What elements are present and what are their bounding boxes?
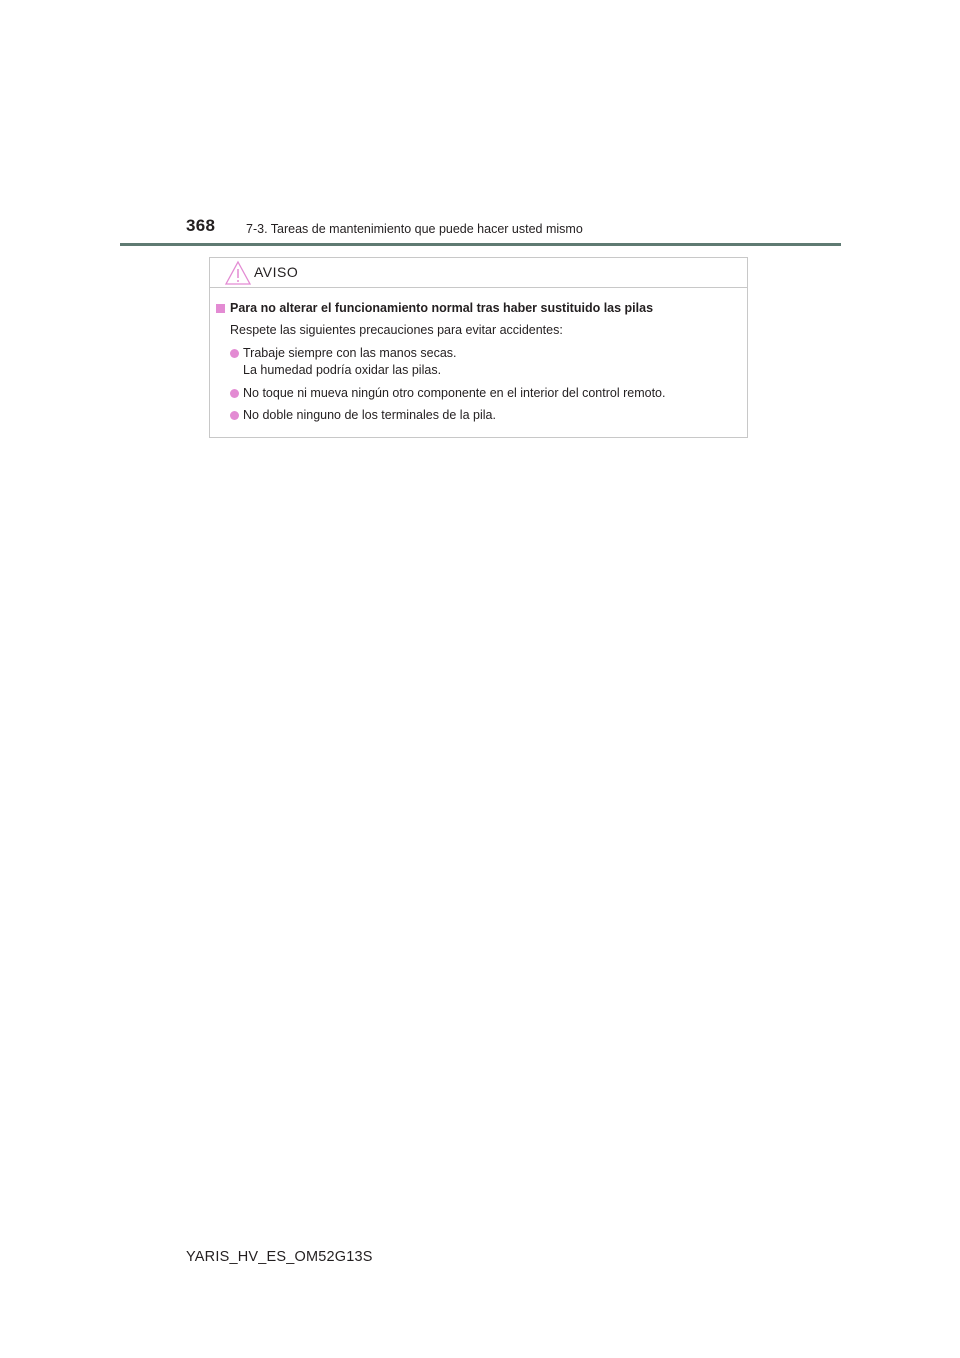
warning-label: AVISO xyxy=(254,264,299,280)
section-title: 7-3. Tareas de mantenimiento que puede hacer usted mismo xyxy=(246,222,583,236)
list-item xyxy=(230,385,665,402)
list-item xyxy=(230,345,457,379)
list-item-text: No doble ninguno de los terminales de la pila. xyxy=(243,408,496,422)
list-item xyxy=(230,407,496,424)
round-bullet-icon xyxy=(230,349,239,358)
square-bullet-icon xyxy=(216,304,225,313)
header-rule xyxy=(120,243,841,246)
round-bullet-icon xyxy=(230,411,239,420)
warning-box xyxy=(209,257,748,438)
warning-intro: Respete las siguientes precauciones para evitar accidentes: xyxy=(230,323,563,337)
list-item-text: La humedad podría oxidar las pilas. xyxy=(243,363,442,377)
warning-triangle-icon xyxy=(224,260,252,286)
round-bullet-icon xyxy=(230,389,239,398)
page-number: 368 xyxy=(186,216,216,235)
warning-heading: Para no alterar el funcionamiento normal tras haber sustituido las pilas xyxy=(230,301,654,315)
list-item-text: No toque ni mueva ningún otro componente en el interior del control remoto. xyxy=(243,386,666,400)
footer-code: YARIS_HV_ES_OM52G13S xyxy=(186,1249,373,1265)
warning-heading-row xyxy=(216,301,653,315)
warning-header xyxy=(210,258,747,288)
list-item-text: Trabaje siempre con las manos secas. xyxy=(243,346,457,360)
